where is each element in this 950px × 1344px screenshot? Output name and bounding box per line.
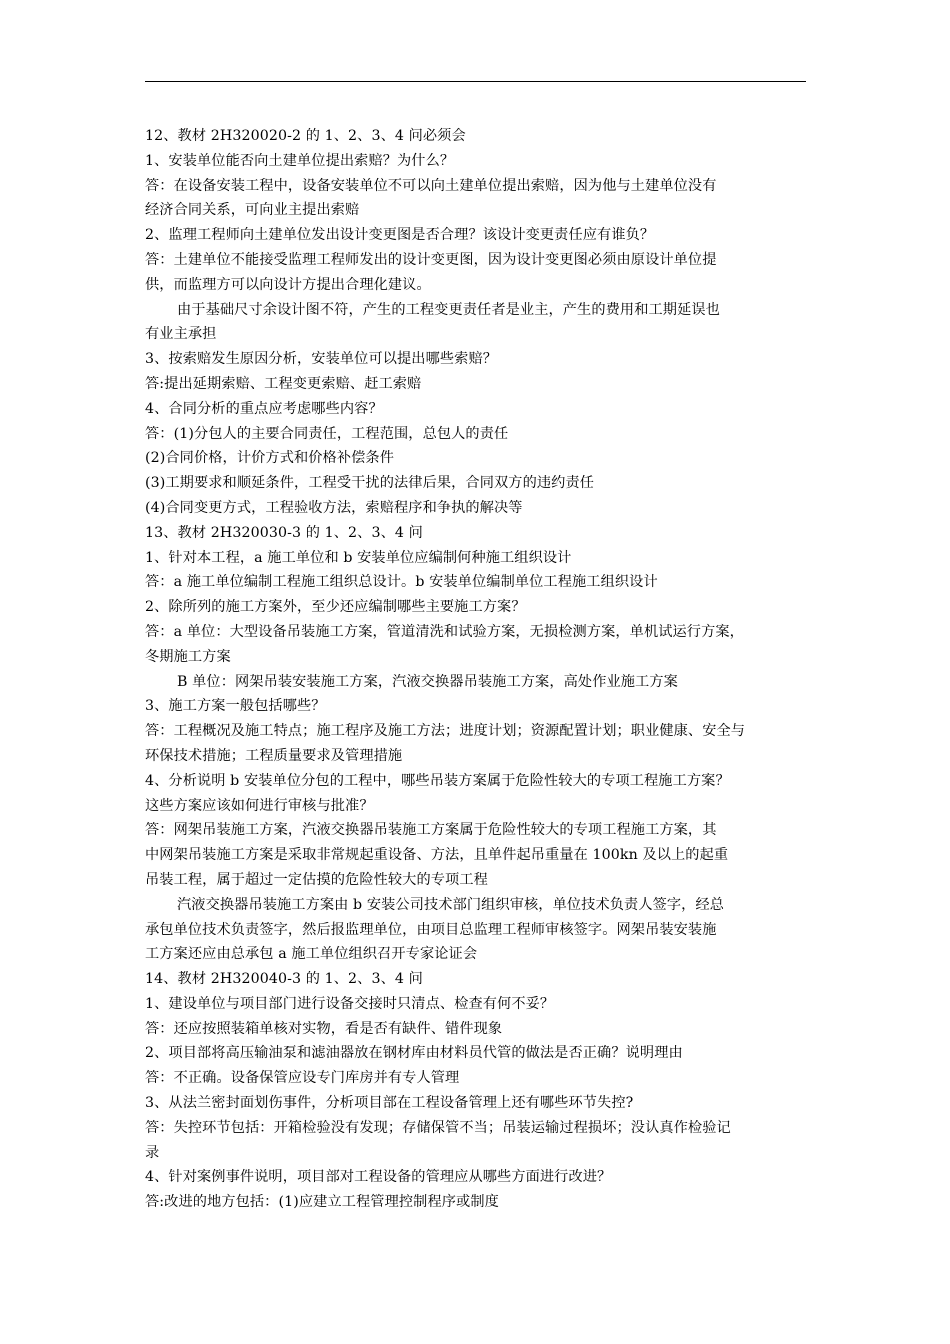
text-line: 答：a 单位：大型设备吊装施工方案，管道清洗和试验方案，无损检测方案，单机试运行方案， bbox=[145, 623, 744, 640]
text-line: 答：在设备安装工程中，设备安装单位不可以向土建单位提出索赔，因为他与土建单位没有 bbox=[145, 177, 717, 194]
text-line: 1、建设单位与项目部门进行设备交接时只清点、检查有何不妥？ bbox=[145, 995, 555, 1012]
text-line: 答：土建单位不能接受监理工程师发出的设计变更图，因为设计变更图必须由原设计单位提 bbox=[145, 251, 717, 268]
text-line: 3、施工方案一般包括哪些？ bbox=[145, 698, 326, 715]
document-body bbox=[145, 124, 813, 1215]
text-line: 冬期施工方案 bbox=[145, 648, 231, 665]
text-line: 答：(1)分包人的主要合同责任，工程范围，总包人的责任 bbox=[145, 425, 509, 442]
text-line: 这些方案应该如何进行审核与批准？ bbox=[145, 797, 374, 814]
text-line: 14、教材 2H320040-3 的 1、2、3、4 问 bbox=[145, 971, 423, 988]
text-line: 12、教材 2H320020-2 的 1、2、3、4 问必须会 bbox=[145, 128, 466, 144]
text-line: 答:提出延期索赔、工程变更索赔、赶工索赔 bbox=[145, 375, 422, 392]
text-line: B 单位：网架吊装安装施工方案，汽液交换器吊装施工方案，高处作业施工方案 bbox=[177, 673, 678, 690]
text-line: 1、安装单位能否向土建单位提出索赔？为什么？ bbox=[145, 152, 455, 169]
text-line: 1、针对本工程，a 施工单位和 b 安装单位应编制何种施工组织设计 bbox=[145, 549, 572, 566]
text-line: 4、针对案例事件说明，项目部对工程设备的管理应从哪些方面进行改进？ bbox=[145, 1169, 612, 1186]
text-line: 承包单位技术负责签字，然后报监理单位，由项目总监理工程师审核签字。网架吊装安装施 bbox=[145, 921, 717, 938]
text-line: 答：a 施工单位编制工程施工组织总设计。b 安装单位编制单位工程施工组织设计 bbox=[145, 574, 658, 591]
text-line: 4、合同分析的重点应考虑哪些内容？ bbox=[145, 400, 383, 417]
text-line: 吊装工程，属于超过一定估摸的危险性较大的专项工程 bbox=[145, 871, 488, 888]
text-line: 工方案还应由总承包 a 施工单位组织召开专家论证会 bbox=[145, 946, 478, 963]
text-line: 由于基础尺寸余设计图不符，产生的工程变更责任者是业主，产生的费用和工期延误也 bbox=[177, 301, 720, 318]
text-line: 答：工程概况及施工特点；施工程序及施工方法；进度计划；资源配置计划；职业健康、安全与 bbox=[145, 723, 746, 740]
text-line: 中网架吊装施工方案是采取非常规起重设备、方法，且单件起吊重量在 100kn 及以上的起重 bbox=[145, 847, 729, 864]
text-line: (3)工期要求和顺延条件，工程受干扰的法律后果，合同双方的违约责任 bbox=[145, 475, 595, 492]
text-line: (4)合同变更方式，工程验收方法，索赔程序和争执的解决等 bbox=[145, 499, 523, 516]
text-line: 3、从法兰密封面划伤事件，分析项目部在工程设备管理上还有哪些环节失控? bbox=[145, 1095, 634, 1112]
text-line: 4、分析说明 b 安装单位分包的工程中，哪些吊装方案属于危险性较大的专项工程施工方案？ bbox=[145, 772, 730, 789]
text-line: 录 bbox=[145, 1144, 160, 1161]
text-line: 供，而监理方可以向设计方提出合理化建议。 bbox=[145, 276, 431, 293]
text-line: 汽液交换器吊装施工方案由 b 安装公司技术部门组织审核，单位技术负责人签字，经总 bbox=[177, 896, 725, 913]
text-line: (2)合同价格，计价方式和价格补偿条件 bbox=[145, 450, 394, 467]
text-line: 答：还应按照装箱单核对实物，看是否有缺件、错件现象 bbox=[145, 1020, 503, 1037]
text-line: 有业主承担 bbox=[145, 326, 217, 343]
text-line: 2、除所列的施工方案外，至少还应编制哪些主要施工方案？ bbox=[145, 599, 526, 616]
text-line: 3、按索赔发生原因分析，安装单位可以提出哪些索赔？ bbox=[145, 351, 498, 368]
header-rule bbox=[145, 81, 806, 82]
text-line: 答：不正确。设备保管应设专门库房并有专人管理 bbox=[145, 1070, 460, 1087]
text-line: 2、项目部将高压输油泵和滤油器放在钢材库由材料员代管的做法是否正确？说明理由 bbox=[145, 1045, 683, 1062]
text-line: 2、监理工程师向土建单位发出设计变更图是否合理？该设计变更责任应有谁负？ bbox=[145, 227, 655, 244]
text-line: 13、教材 2H320030-3 的 1、2、3、4 问 bbox=[145, 524, 423, 541]
text-line: 答：网架吊装施工方案，汽液交换器吊装施工方案属于危险性较大的专项工程施工方案，其 bbox=[145, 822, 717, 839]
text-line: 答：失控环节包括：开箱检验没有发现；存储保管不当；吊装运输过程损坏；没认真作检验记 bbox=[145, 1119, 731, 1136]
text-line: 经济合同关系，可向业主提出索赔 bbox=[145, 202, 360, 219]
text-line: 环保技术措施；工程质量要求及管理措施 bbox=[145, 747, 403, 764]
text-line: 答:改进的地方包括：(1)应建立工程管理控制程序或制度 bbox=[145, 1194, 499, 1211]
